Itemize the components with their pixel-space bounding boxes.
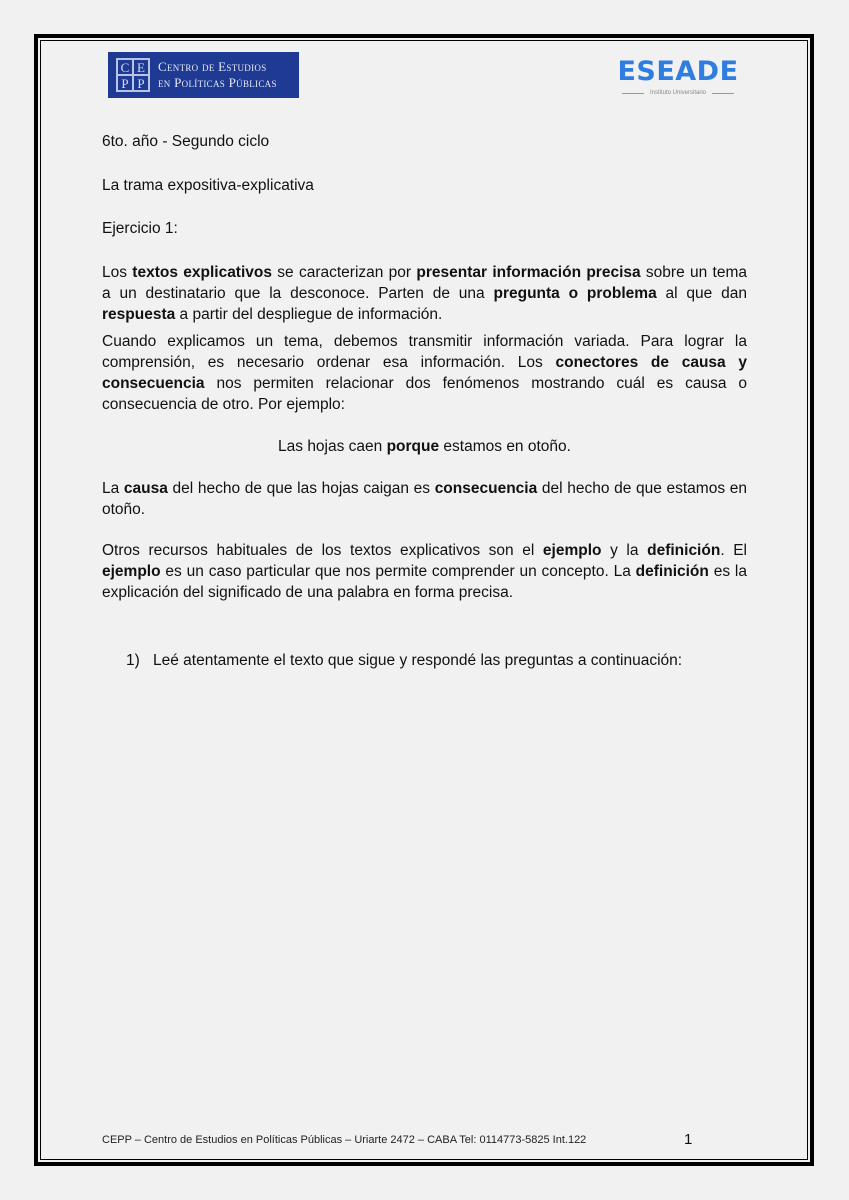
divider <box>712 93 734 94</box>
text-run: nos permiten relacionar dos fenómenos mostrando cuál es causa o consecuencia de otro. Por ejemplo: <box>102 375 747 413</box>
text-run: . El <box>720 542 747 559</box>
text-run: a partir del despliegue de información. <box>175 306 443 323</box>
course-level: 6to. año - Segundo ciclo <box>102 133 270 150</box>
paragraph-3 <box>102 478 747 520</box>
divider <box>622 93 644 94</box>
bold-term: pregunta o problema <box>493 285 657 302</box>
cepp-letter: C <box>117 59 133 75</box>
text-run: es la explicación del significado de una palabra en forma precisa. <box>102 563 747 601</box>
text-run: del hecho de que estamos en otoño. <box>102 480 747 518</box>
cepp-letter: P <box>133 75 149 91</box>
paragraph-2 <box>102 331 747 415</box>
bold-term: conectores de causa y consecuencia <box>102 354 747 392</box>
footer-text: CEPP – Centro de Estudios en Políticas Públicas – Uriarte 2472 – CABA Tel: 0114773-5825 Int.122 <box>102 1134 587 1146</box>
bold-term: porque <box>386 438 440 455</box>
topic-title: La trama expositiva-explicativa <box>102 177 314 194</box>
cepp-logo-line1: Centro de Estudios <box>158 59 267 74</box>
bold-term: textos explicativos <box>132 264 272 281</box>
item-text: Leé atentamente el texto que sigue y respondé las preguntas a continuación: <box>153 652 683 669</box>
text-run: La <box>102 480 124 497</box>
text-run: sobre un tema a un destinatario que la desconoce. Parten de una <box>102 264 747 302</box>
bold-term: definición <box>635 563 709 580</box>
eseade-logo-subtitle: Instituto Universitario <box>649 90 707 96</box>
text-run: es un caso particular que nos permite comprender un concepto. La <box>160 563 636 580</box>
text-run: al que dan <box>656 285 747 302</box>
text-run: Las hojas caen <box>278 438 387 455</box>
numbered-item-1 <box>126 650 746 671</box>
eseade-logo-name: ESEADE <box>617 56 739 87</box>
bold-term: presentar información precisa <box>416 264 641 281</box>
bold-term: ejemplo <box>102 563 161 580</box>
example-sentence <box>102 436 747 457</box>
paragraph-1 <box>102 262 747 325</box>
eseade-logo <box>612 56 744 96</box>
page-number: 1 <box>684 1131 693 1148</box>
item-number: 1) <box>126 652 140 669</box>
text-run: Cuando explicamos un tema, debemos transmitir información variada. Para lograr la comprensión, es necesario ordenar esa información. Los <box>102 333 747 371</box>
bold-term: ejemplo <box>542 542 602 559</box>
bold-term: definición <box>647 542 721 559</box>
text-run: estamos en otoño. <box>439 438 571 455</box>
cepp-letter: P <box>117 75 133 91</box>
cepp-logo-line2: en Políticas Públicas <box>158 75 277 90</box>
text-run: Otros recursos habituales de los textos explicativos son el <box>102 542 543 559</box>
bold-term: respuesta <box>102 306 176 323</box>
text-run: se caracterizan por <box>272 264 417 281</box>
paragraph-4 <box>102 540 747 603</box>
bold-term: consecuencia <box>434 480 538 497</box>
cepp-logo-mark <box>116 58 150 92</box>
text-run: del hecho de que las hojas caigan es <box>167 480 435 497</box>
text-run: y la <box>601 542 648 559</box>
exercise-heading: Ejercicio 1: <box>102 220 178 237</box>
eseade-logo-subtitle-row <box>612 90 744 96</box>
cepp-logo-text <box>158 59 277 91</box>
cepp-letter: E <box>133 59 149 75</box>
bold-term: causa <box>123 480 168 497</box>
text-run: Los <box>102 264 133 281</box>
cepp-logo <box>108 52 299 98</box>
